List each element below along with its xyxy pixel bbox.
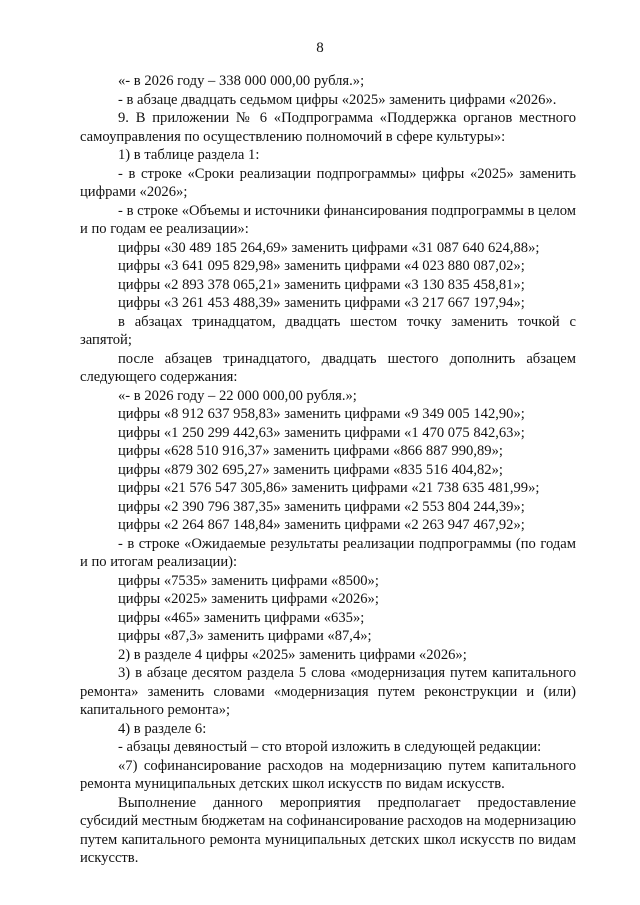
paragraph: 9. В приложении № 6 «Подпрограмма «Поддержка органов местного самоуправления по осуществлению полномочий в сфере культуры»: bbox=[80, 110, 576, 145]
text-line: цифры «3 261 453 488,39» заменить цифрами «3 217 667 197,94»; bbox=[118, 295, 525, 311]
text-line: «- в 2026 году – 22 000 000,00 рубля.»; bbox=[118, 387, 357, 404]
paragraph: «7) софинансирование расходов на модернизацию путем капитального ремонта муниципальных детских школ искусств по видам искусств. bbox=[80, 757, 576, 792]
text-line: цифры «2 390 796 387,35» заменить цифрами «2 553 804 244,39»; bbox=[118, 498, 525, 515]
text-line: цифры «21 576 547 305,86» заменить цифрами «21 738 635 481,99»; bbox=[118, 480, 540, 496]
paragraph: - в строке «Сроки реализации подпрограммы» цифры «2025» заменить цифрами «2026»; bbox=[80, 165, 576, 200]
text-line: цифры «2 264 867 148,84» заменить цифрами «2 263 947 467,92»; bbox=[118, 517, 525, 533]
text-line: «- в 2026 году – 338 000 000,00 рубля.»; bbox=[118, 73, 365, 89]
paragraph: 3) в абзаце десятом раздела 5 слова «модернизация путем капитального ремонта» заменить словами «модернизация путем реконструкции и (или) капитального ремонта»; bbox=[80, 665, 576, 718]
paragraph: Выполнение данного мероприятия предполагает предоставление субсидий местным бюджетам на софинансирование расходов на модернизацию путем капитального ремонта муниципальных детских школ искусств по видам искусств. bbox=[80, 794, 576, 866]
text-line: цифры «879 302 695,27» заменить цифрами «835 516 404,82»; bbox=[118, 461, 503, 478]
text-line: цифры «30 489 185 264,69» заменить цифрами «31 087 640 624,88»; bbox=[118, 239, 540, 256]
text-line: цифры «465» заменить цифрами «635»; bbox=[118, 609, 365, 626]
text-line: цифры «2 893 378 065,21» заменить цифрами «3 130 835 458,81»; bbox=[118, 276, 525, 293]
page-number: 8 bbox=[316, 40, 324, 56]
text-line: цифры «628 510 916,37» заменить цифрами «866 887 990,89»; bbox=[118, 443, 503, 459]
paragraph: - в строке «Объемы и источники финансирования подпрограммы в целом и по годам ее реализации»: bbox=[80, 202, 576, 237]
text-line: - в абзаце двадцать седьмом цифры «2025» заменить цифрами «2026». bbox=[118, 91, 557, 108]
text-line: цифры «3 641 095 829,98» заменить цифрами «4 023 880 087,02»; bbox=[118, 258, 525, 274]
text-line: - абзацы девяностый – сто второй изложить в следующей редакции: bbox=[118, 739, 542, 755]
paragraph: - в строке «Ожидаемые результаты реализации подпрограммы (по годам и по итогам реализации): bbox=[80, 535, 576, 570]
text-line: 1) в таблице раздела 1: bbox=[118, 147, 260, 163]
text-line: 4) в разделе 6: bbox=[118, 720, 207, 737]
text-line: цифры «7535» заменить цифрами «8500»; bbox=[118, 572, 379, 589]
text-line: цифры «1 250 299 442,63» заменить цифрами «1 470 075 842,63»; bbox=[118, 424, 525, 441]
paragraph: в абзацах тринадцатом, двадцать шестом точку заменить точкой с запятой; bbox=[80, 313, 576, 348]
text-line: цифры «8 912 637 958,83» заменить цифрами «9 349 005 142,90»; bbox=[118, 406, 525, 422]
text-line: цифры «87,3» заменить цифрами «87,4»; bbox=[118, 628, 372, 644]
text-line: цифры «2025» заменить цифрами «2026»; bbox=[118, 591, 379, 607]
document-body bbox=[80, 72, 576, 868]
paragraph: после абзацев тринадцатого, двадцать шестого дополнить абзацем следующего содержания: bbox=[80, 350, 576, 385]
text-line: 2) в разделе 4 цифры «2025» заменить цифрами «2026»; bbox=[118, 646, 467, 663]
